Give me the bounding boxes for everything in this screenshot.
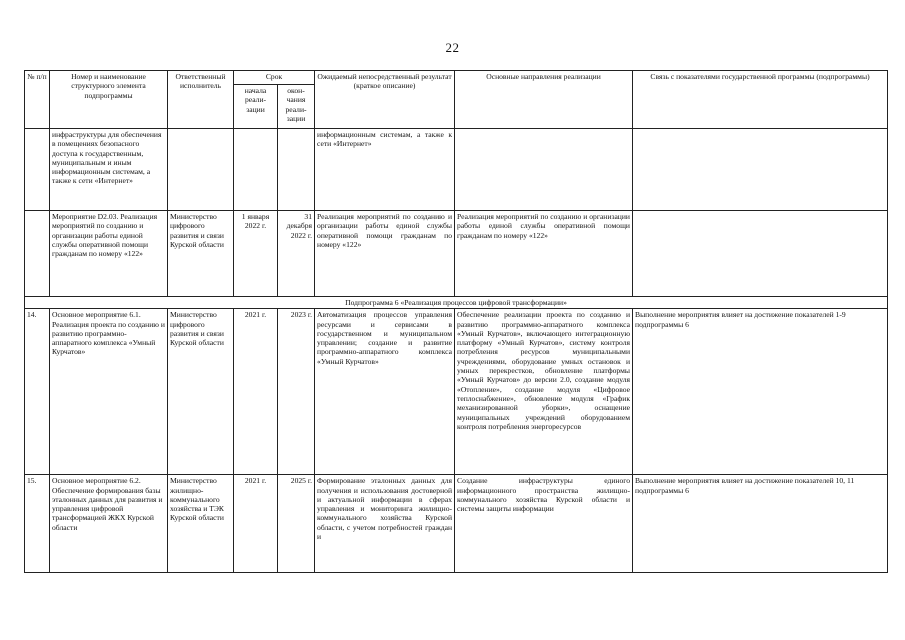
row-num [25, 129, 50, 211]
table-row [25, 475, 888, 573]
row-name: инфраструктуры для обеспечения в помещениях безопасного доступа к государственным, муниципальным и иным информационным системам, а также к сети «Интернет» [50, 129, 168, 211]
header-end: окон-чания реали-зации [278, 85, 315, 129]
row-directions: Обеспечение реализации проекта по созданию и развитию программно-аппаратного комплекса «Умный Курчатов», включающего интеграционную платформу «Умный Курчатов», систему контроля потребления ресурсов муниципальными учреждениями, оборудование умных остановок и умных перекрестков, обновление платформы «Умный Курчатов» до версии 2.0, создание модуля «Отопление», создание модуля «Цифровое теплоснабжение», обновление модуля «График механизированной уборки», оснащение муниципальных учреждений оборудованием контроля потребления энергоресурсов [455, 309, 633, 475]
row-responsible: Министерство цифрового развития и связи Курской области [168, 211, 234, 297]
row-name: Основное мероприятие 6.1. Реализация проекта по созданию и развитию программно-аппаратного комплекса «Умный Курчатов» [50, 309, 168, 475]
row-link: Выполнение мероприятия влияет на достижение показателей 10, 11 подпрограммы 6 [633, 475, 888, 573]
row-result: Формирование эталонных данных для получения и использования достоверной и актуальной информации в сферах управления и мониторинга жилищно-коммунального хозяйства Курской области, с учетом потребностей граждан и [315, 475, 455, 573]
header-name: Номер и наименование структурного элемента подпрограммы [50, 71, 168, 129]
row-end: 2025 г. [278, 475, 315, 573]
section-title: Подпрограмма 6 «Реализация процессов цифровой трансформации» [25, 297, 888, 309]
row-start [234, 129, 278, 211]
row-start: 2021 г. [234, 309, 278, 475]
header-responsible: Ответственный исполнитель [168, 71, 234, 129]
header-start: начала реали-зации [234, 85, 278, 129]
row-result: информационным системам, а также к сети «Интернет» [315, 129, 455, 211]
row-directions: Реализация мероприятий по созданию и организации работы единой службы оперативной помощи гражданам по номеру «122» [455, 211, 633, 297]
table-row [25, 129, 888, 211]
row-start: 2021 г. [234, 475, 278, 573]
page-number: 22 [445, 40, 460, 55]
row-link [633, 211, 888, 297]
row-name: Основное мероприятие 6.2. Обеспечение формирования базы эталонных данных для развития и управления цифровой трансформацией ЖКХ Курской области [50, 475, 168, 573]
row-result: Автоматизация процессов управления ресурсами и сервисами в государственном и муниципальном управлении; создание и развитие программно-аппаратного комплекса «Умный Курчатов» [315, 309, 455, 475]
row-directions: Создание инфраструктуры единого информационного пространства жилищно-коммунального хозяйства Курской области и системы защиты информации [455, 475, 633, 573]
program-table [24, 70, 888, 573]
section-row [25, 297, 888, 309]
row-num: 15. [25, 475, 50, 573]
row-result: Реализация мероприятий по созданию и организации работы единой службы оперативной помощи гражданам по номеру «122» [315, 211, 455, 297]
header-link: Связь с показателями государственной программы (подпрограммы) [633, 71, 888, 129]
header-directions: Основные направления реализации [455, 71, 633, 129]
row-num: 14. [25, 309, 50, 475]
row-end: 2023 г. [278, 309, 315, 475]
row-link: Выполнение мероприятия влияет на достижение показателей 1-9 подпрограммы 6 [633, 309, 888, 475]
row-link [633, 129, 888, 211]
table-row [25, 211, 888, 297]
row-responsible: Министерство цифрового развития и связи Курской области [168, 309, 234, 475]
row-responsible [168, 129, 234, 211]
row-directions [455, 129, 633, 211]
table-row [25, 309, 888, 475]
header-result: Ожидаемый непосредственный результат (краткое описание) [315, 71, 455, 129]
row-start: 1 января 2022 г. [234, 211, 278, 297]
row-end: 31 декабря 2022 г. [278, 211, 315, 297]
row-num [25, 211, 50, 297]
row-responsible: Министерство жилищно-коммунального хозяйства и ТЭК Курской области [168, 475, 234, 573]
row-end [278, 129, 315, 211]
header-term: Срок [234, 71, 315, 85]
row-name: Мероприятие D2.03. Реализация мероприятий по созданию и организации работы единой службы оперативной помощи гражданам по номеру «122» [50, 211, 168, 297]
header-num: № п/п [25, 71, 50, 129]
